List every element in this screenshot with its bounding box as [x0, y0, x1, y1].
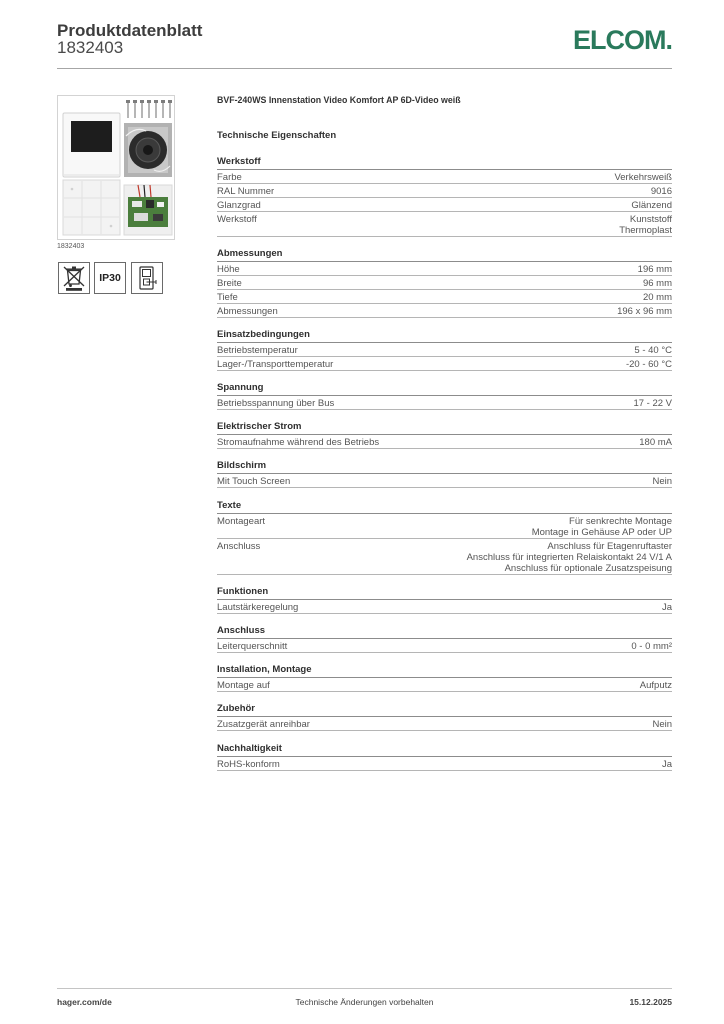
section-heading: Abmessungen	[217, 248, 672, 262]
section-elektrischer-strom	[217, 421, 672, 449]
spec-value	[631, 200, 672, 211]
mounting-plate	[63, 180, 120, 235]
spec-value-line: 196 mm	[637, 263, 672, 275]
technical-properties-heading: Technische Eigenschaften	[217, 129, 337, 141]
spec-label: Lautstärkeregelung	[217, 601, 299, 613]
header-divider	[57, 68, 672, 69]
spec-label: Montage auf	[217, 680, 270, 692]
spec-row-anschluss-text	[217, 539, 672, 575]
section-heading: Anschluss	[217, 625, 672, 639]
footer-website-link[interactable]: hager.com/de	[57, 996, 112, 1007]
spec-row-montageart	[217, 514, 672, 539]
spec-label: Montageart	[217, 515, 266, 527]
section-heading: Nachhaltigkeit	[217, 743, 672, 757]
spec-row-breite	[217, 276, 672, 290]
device-badge	[131, 262, 163, 294]
spec-value-line: Kunststoff	[629, 213, 672, 225]
screws-illustration	[126, 100, 172, 118]
spec-row-zusatzgeraet	[217, 717, 672, 731]
spec-value-line: 5 - 40 °C	[634, 344, 672, 356]
spec-label: Tiefe	[217, 291, 238, 303]
spec-value	[619, 214, 672, 236]
spec-value-line: 9016	[650, 185, 672, 197]
footer-divider	[57, 988, 672, 989]
section-installation-montage	[217, 664, 672, 692]
spec-value-line: Anschluss für Etagenruftaster	[547, 540, 672, 552]
spec-value-line: Für senkrechte Montage	[569, 515, 672, 527]
section-einsatzbedingungen	[217, 329, 672, 371]
spec-value	[626, 359, 672, 370]
spec-row-lagertemperatur	[217, 357, 672, 371]
section-heading: Zubehör	[217, 703, 672, 717]
spec-value	[633, 398, 672, 409]
spec-row-farbe	[217, 170, 672, 184]
spec-row-lautstaerkeregelung	[217, 600, 672, 614]
spec-row-montage-auf	[217, 678, 672, 692]
spec-value-line: 96 mm	[642, 277, 672, 289]
spec-label: Zusatzgerät anreihbar	[217, 719, 310, 731]
section-heading: Spannung	[217, 382, 672, 396]
specifications-table	[217, 156, 672, 771]
section-heading: Werkstoff	[217, 156, 672, 170]
article-number: 1832403	[57, 38, 124, 57]
spec-value	[643, 278, 672, 289]
spec-row-touch-screen	[217, 474, 672, 488]
spec-label: Lager-/Transporttemperatur	[217, 358, 334, 370]
section-anschluss	[217, 625, 672, 653]
spec-row-rohs-konform	[217, 757, 672, 771]
section-heading: Installation, Montage	[217, 664, 672, 678]
spec-value-line: Aufputz	[639, 680, 672, 692]
elcom-logo: ELCOM.	[573, 25, 672, 55]
spec-label: Werkstoff	[217, 213, 257, 225]
spec-value-line: Nein	[652, 476, 672, 488]
spec-label: Breite	[217, 277, 242, 289]
footer-date: 15.12.2025	[629, 996, 672, 1007]
spec-row-tiefe	[217, 290, 672, 304]
spec-value	[662, 602, 672, 613]
spec-value	[617, 306, 672, 317]
spec-value	[651, 186, 672, 197]
device-icon	[134, 264, 160, 292]
spec-value-line: -20 - 60 °C	[625, 358, 672, 370]
spec-value-line: Thermoplast	[619, 224, 672, 236]
spec-row-hoehe	[217, 262, 672, 276]
spec-row-ral-nummer	[217, 184, 672, 198]
spec-value	[652, 719, 672, 730]
section-heading: Einsatzbedingungen	[217, 329, 672, 343]
spec-row-betriebstemperatur	[217, 343, 672, 357]
product-title: BVF-240WS Innenstation Video Komfort AP 6D-Video weiß	[217, 94, 461, 105]
spec-value-line: 196 x 96 mm	[617, 305, 672, 317]
spec-label: Glanzgrad	[217, 199, 261, 211]
spec-value	[662, 759, 672, 770]
spec-value-line: Nein	[652, 719, 672, 731]
spec-value	[639, 437, 672, 448]
section-texte	[217, 500, 672, 575]
section-heading: Funktionen	[217, 586, 672, 600]
spec-value-line: Montage in Gehäuse AP oder UP	[531, 526, 672, 538]
section-heading: Texte	[217, 500, 672, 514]
indoor-station-front	[63, 113, 120, 177]
section-abmessungen	[217, 248, 672, 318]
weee-crossed-out-bin-icon	[61, 264, 87, 292]
spec-value	[652, 476, 672, 487]
section-zubehoer	[217, 703, 672, 731]
spec-value	[634, 345, 672, 356]
spec-label: Betriebsspannung über Bus	[217, 398, 335, 410]
footer-disclaimer: Technische Änderungen vorbehalten	[295, 996, 434, 1007]
spec-value-line: Ja	[661, 601, 672, 613]
spec-value-line: Anschluss für integrierten Relaiskontakt 24 V/1 A	[466, 551, 672, 563]
spec-value	[631, 641, 672, 652]
product-image-caption: 1832403	[57, 243, 85, 250]
spec-value-line: Ja	[661, 758, 672, 770]
spec-label: Betriebstemperatur	[217, 344, 298, 356]
spec-row-stromaufnahme	[217, 435, 672, 449]
spec-value	[643, 292, 672, 303]
spec-row-abmessungen	[217, 304, 672, 318]
spec-value	[638, 264, 672, 275]
weee-badge	[58, 262, 90, 294]
spec-label: RoHS-konform	[217, 758, 280, 770]
spec-label: Leiterquerschnitt	[217, 641, 288, 652]
section-heading: Elektrischer Strom	[217, 421, 672, 435]
spec-label: Mit Touch Screen	[217, 476, 291, 488]
section-spannung	[217, 382, 672, 410]
spec-row-glanzgrad	[217, 198, 672, 212]
spec-value	[640, 680, 672, 691]
spec-value	[614, 172, 672, 183]
spec-value-line: Verkehrsweiß	[614, 171, 672, 183]
spec-label: Höhe	[217, 263, 240, 275]
spec-label: Abmessungen	[217, 305, 278, 317]
speaker-module	[124, 123, 172, 177]
spec-label: Farbe	[217, 171, 242, 183]
section-nachhaltigkeit	[217, 743, 672, 771]
ip30-badge: IP30	[94, 262, 126, 294]
section-bildschirm	[217, 460, 672, 488]
section-funktionen	[217, 586, 672, 614]
spec-value-line: 0 - 0 mm²	[631, 641, 672, 652]
spec-label: Stromaufnahme während des Betriebs	[217, 437, 380, 449]
product-image	[57, 95, 175, 240]
circuit-board	[124, 185, 172, 235]
spec-value-line: 20 mm	[642, 291, 672, 303]
spec-value-line: Anschluss für optionale Zusatzspeisung	[504, 562, 672, 574]
spec-row-betriebsspannung	[217, 396, 672, 410]
document-type-title: Produktdatenblatt	[57, 21, 203, 40]
section-werkstoff	[217, 156, 672, 237]
product-photo	[58, 96, 174, 239]
spec-value-line: Glänzend	[631, 199, 672, 211]
spec-label: Anschluss	[217, 540, 261, 552]
spec-value	[532, 516, 672, 538]
section-heading: Bildschirm	[217, 460, 672, 474]
spec-label: RAL Nummer	[217, 185, 275, 197]
spec-value	[467, 541, 672, 574]
spec-row-werkstoff	[217, 212, 672, 237]
spec-row-leiterquerschnitt	[217, 639, 672, 653]
spec-value-line: 17 - 22 V	[633, 398, 672, 410]
spec-value-line: 180 mA	[639, 437, 672, 449]
